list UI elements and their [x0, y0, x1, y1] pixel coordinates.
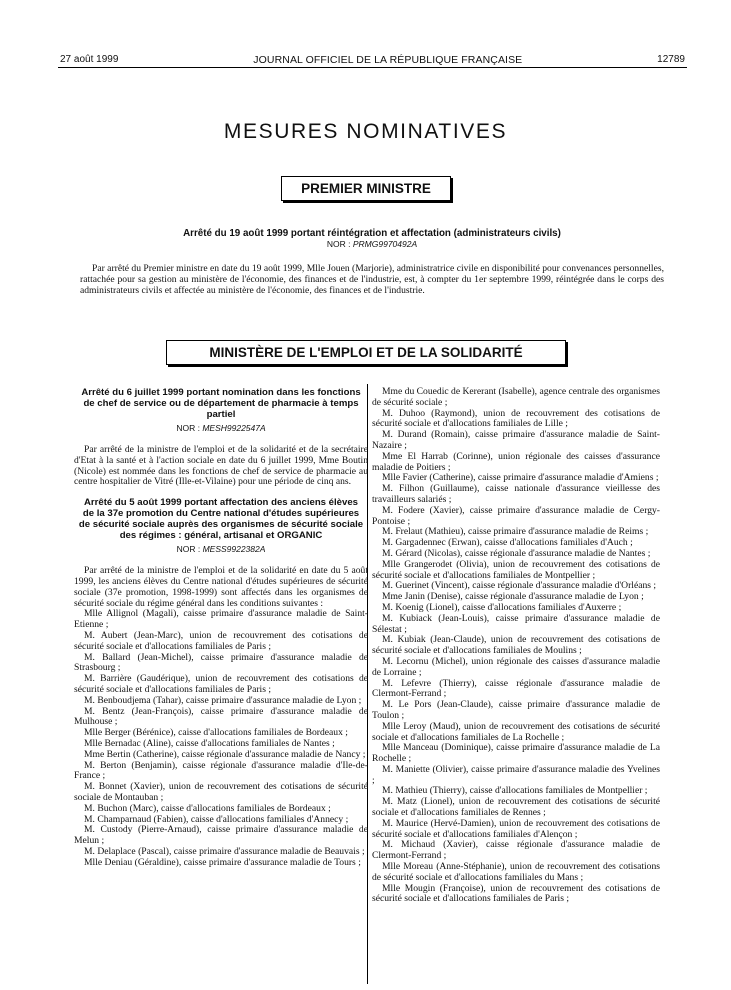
article-title: Arrêté du 19 août 1999 portant réintégration et affectation (administrateurs civils)	[183, 228, 561, 239]
page-header	[60, 54, 685, 66]
list-item: Mlle Berger (Bérénice), caisse d'allocations familiales de Bordeaux ;	[84, 727, 348, 739]
article-nor	[80, 239, 664, 250]
list-item: M. Frelaut (Mathieu), caisse primaire d'assurance maladie de Reims ;	[382, 526, 649, 538]
main-title: MESURES NOMINATIVES	[223, 120, 508, 143]
list-item: M. Berton (Benjamin), caisse régionale d'assurance maladie d'Ile-de-France ;	[74, 759, 368, 782]
list-item: M. Lecornu (Michel), union régionale des caisses d'assurance maladie de Lorraine ;	[372, 655, 660, 678]
list-item: M. Bentz (Jean-François), caisse primaire d'assurance maladie de Mulhouse ;	[74, 705, 368, 728]
nor-label: NOR :	[176, 423, 200, 433]
nor-code: MESS9922382A	[202, 544, 266, 555]
list-item: M. Aubert (Jean-Marc), union de recouvrement des cotisations de sécurité sociale et d'allocations familiales de Paris ;	[74, 629, 368, 652]
article-body: Par arrêté de la ministre de l'emploi et de la solidarité et de la secrétaire d'Etat à la santé et à l'action sociale en date du 6 juillet 1999, Mme Boutin (Nicole) est nommée dans les fonctions de chef de service de pharmacie au centre hospitalier de Vitré (Ille-et-Vilaine) pour une période de cinq ans.	[74, 444, 368, 488]
article-body: Par arrêté du Premier ministre en date du 19 août 1999, Mlle Jouen (Marjorie), administratrice civile en disponibilité pour convenances personnelles, rattachée pour sa gestion au ministère de l'économie, des finances et de l'industrie, est, à compter du 1er septembre 1999, réintégrée dans le corps des administrateurs civils et affectée au ministère de l'économie, des finances et de l'industrie.	[80, 263, 664, 296]
section-title-premier-ministre: PREMIER MINISTRE	[281, 176, 451, 201]
list-item: M. Barrière (Gaudérique), union de recouvrement des cotisations de sécurité sociale et d'allocations familiales de Paris ;	[74, 673, 368, 695]
list-item: M. Lefevre (Thierry), caisse régionale d'assurance maladie de Clermont-Ferrand ;	[372, 677, 660, 700]
list-item: M. Maurice (Hervé-Damien), union de recouvrement des cotisations de sécurité sociale et d'allocations familiales d'Alençon ;	[372, 817, 660, 840]
list-item: Mlle Bernadac (Aline), caisse d'allocations familiales de Nantes ;	[84, 737, 335, 749]
header-date: 27 août 1999	[60, 54, 119, 65]
left-column	[74, 387, 368, 869]
list-item: Mlle Manceau (Dominique), caisse primaire d'assurance maladie de La Rochelle ;	[372, 742, 660, 765]
entries-list-right	[372, 387, 660, 905]
list-item: Mme du Couedic de Kererant (Isabelle), agence centrale des organismes de sécurité sociale ;	[372, 386, 660, 408]
list-item: M. Champarnaud (Fabien), caisse d'allocations familiales d'Annecy ;	[84, 813, 349, 825]
list-item: Mlle Moreau (Anne-Stéphanie), union de recouvrement des cotisations de sécurité sociale et d'allocations familiales du Mans ;	[372, 861, 660, 883]
list-item: M. Kubiak (Jean-Claude), union de recouvrement des cotisations de sécurité sociale et d'allocations familiales de Moulins ;	[372, 634, 660, 657]
article-nor	[74, 423, 368, 434]
article-title: Arrêté du 6 juillet 1999 portant nomination dans les fonctions de chef de service ou de département de pharmacie à temps partiel	[81, 387, 361, 420]
list-item: M. Ballard (Jean-Michel), caisse primaire d'assurance maladie de Strasbourg ;	[74, 651, 368, 674]
list-item: Mlle Grangerodet (Olivia), union de recouvrement des cotisations de sécurité sociale et d'allocations familiales de Montpellier ;	[372, 558, 660, 581]
list-item: M. Delaplace (Pascal), caisse primaire d'assurance maladie de Beauvais ;	[84, 845, 365, 857]
list-item: M. Gargadennec (Erwan), caisse d'allocations familiales d'Auch ;	[382, 537, 633, 549]
list-item: M. Maniette (Olivier), caisse primaire d'assurance maladie des Yvelines ;	[372, 763, 660, 786]
list-item: Mlle Allignol (Magali), caisse primaire d'assurance maladie de Saint-Etienne ;	[74, 608, 368, 631]
nor-code: MESH9922547A	[202, 423, 266, 433]
list-item: M. Guerinet (Vincent), caisse régionale d'assurance maladie d'Orléans ;	[382, 580, 657, 592]
list-item: M. Benboudjema (Tahar), caisse primaire d'assurance maladie de Lyon ;	[84, 694, 362, 706]
list-item: Mlle Leroy (Maud), union de recouvrement des cotisations de sécurité sociale et d'allocations familiales de La Rochelle ;	[372, 720, 660, 743]
list-item: M. Kubiack (Jean-Louis), caisse primaire d'assurance maladie de Sélestat ;	[372, 612, 660, 635]
list-item: M. Duhoo (Raymond), union de recouvrement des cotisations de sécurité sociale et d'allocations familiales de Lille ;	[372, 407, 660, 430]
list-item: Mlle Deniau (Géraldine), caisse primaire d'assurance maladie de Tours ;	[84, 856, 361, 868]
header-page-number: 12789	[657, 54, 685, 65]
nor-code: PRMG9970492A	[352, 239, 418, 249]
article-reintegration	[80, 228, 664, 296]
list-item: Mlle Favier (Catherine), caisse primaire d'assurance maladie d'Amiens ;	[382, 472, 659, 484]
header-journal-name: JOURNAL OFFICIEL DE LA RÉPUBLIQUE FRANÇAISE	[253, 54, 523, 66]
nor-label: NOR :	[326, 239, 351, 249]
list-item: M. Filhon (Guillaume), caisse nationale d'assurance vieillesse des travailleurs salariés ;	[372, 483, 660, 505]
article-nor	[74, 544, 368, 555]
list-item: M. Michaud (Xavier), caisse régionale d'assurance maladie de Clermont-Ferrand ;	[372, 839, 660, 862]
header-rule	[58, 67, 687, 68]
list-item: M. Durand (Romain), caisse primaire d'assurance maladie de Saint-Nazaire ;	[372, 429, 660, 451]
list-item: M. Fodere (Xavier), caisse primaire d'assurance maladie de Cergy-Pontoise ;	[372, 504, 660, 527]
list-item: M. Bonnet (Xavier), union de recouvrement des cotisations de sécurité sociale de Montauban ;	[74, 781, 368, 803]
list-item: M. Buchon (Marc), caisse d'allocations familiales de Bordeaux ;	[84, 802, 331, 814]
list-item: Mme Bertin (Catherine), caisse régionale d'assurance maladie de Nancy ;	[84, 748, 366, 760]
article-title: Arrêté du 5 août 1999 portant affectation des anciens élèves de la 37e promotion du Centre national d'études supérieures de sécurité sociale auprès des organismes de sécurité sociale des régimes : général, artisanal et ORGANIC	[78, 497, 364, 542]
article-intro: Par arrêté de la ministre de l'emploi et de la solidarité en date du 5 août 1999, les anciens élèves du Centre national d'études supérieures de sécurité sociale (37e promotion, 1998-1999) sont affectés dans les organismes de sécurité sociale du régime général dans les conditions suivantes :	[74, 565, 368, 609]
list-item: M. Gérard (Nicolas), caisse régionale d'assurance maladie de Nantes ;	[382, 547, 651, 559]
list-item: M. Mathieu (Thierry), caisse d'allocations familiales de Montpellier ;	[382, 785, 648, 797]
list-item: M. Koenig (Lionel), caisse d'allocations familiales d'Auxerre ;	[382, 601, 622, 613]
list-item: M. Custody (Pierre-Arnaud), caisse primaire d'assurance maladie de Melun ;	[74, 824, 368, 847]
right-column	[372, 387, 660, 905]
list-item: Mlle Mougin (Françoise), union de recouvrement des cotisations de sécurité sociale et d'allocations familiales de Paris ;	[372, 882, 660, 905]
entries-list-left	[74, 609, 368, 868]
list-item: M. Matz (Lionel), union de recouvrement des cotisations de sécurité sociale et d'allocations familiales de Rennes ;	[372, 796, 660, 819]
list-item: Mme El Harrab (Corinne), union régionale des caisses d'assurance maladie de Poitiers ;	[372, 450, 660, 473]
section-title-ministere-emploi: MINISTÈRE DE L'EMPLOI ET DE LA SOLIDARITÉ	[166, 340, 566, 365]
list-item: Mme Janin (Denise), caisse régionale d'assurance maladie de Lyon ;	[382, 591, 644, 603]
nor-label: NOR :	[176, 544, 201, 555]
list-item: M. Le Pors (Jean-Claude), caisse primaire d'assurance maladie de Toulon ;	[372, 699, 660, 721]
